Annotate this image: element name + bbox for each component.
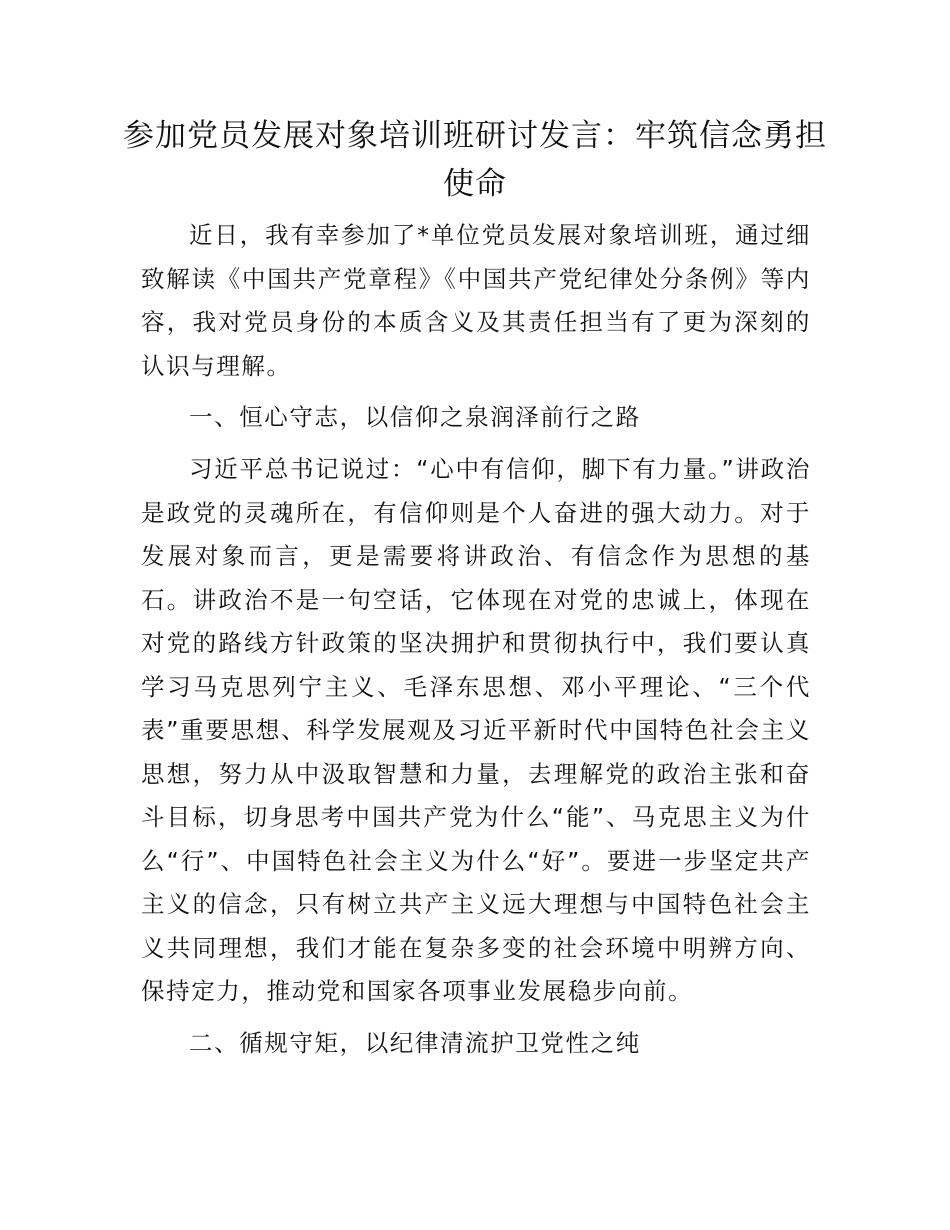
section-heading-1: 一、恒心守志，以信仰之泉润泽前行之路 xyxy=(189,403,641,431)
section-heading-2: 二、循规守矩，以纪律清流护卫党性之纯 xyxy=(189,1029,641,1057)
intro-paragraph: 近日，我有幸参加了*单位党员发展对象培训班，通过细致解读《中国共产党章程》《中国共产党纪律处分条例》等内容，我对党员身份的本质含义及其责任担当有了更为深刻的认识与理解。 xyxy=(141,221,811,380)
section-1-paragraph: 习近平总书记说过：“心中有信仰，脚下有力量。”讲政治是政党的灵魂所在，有信仰则是个人奋进的强大动力。对于发展对象而言，更是需要将讲政治、有信念作为思想的基石。讲政治不是一句空话，它体现在对党的忠诚上，体现在对党的路线方针政策的坚决拥护和贯彻执行中，我们要认真学习马克思列宁主义、毛泽东思想、邓小平理论、“三个代表”重要思想、科学发展观及习近平新时代中国特色社会主义思想，努力从中汲取智慧和力量，去理解党的政治主张和奋斗目标，切身思考中国共产党为什么“能”、马克思主义为什么“行”、中国特色社会主义为什么“好”。要进一步坚定共产主义的信念，只有树立共产主义远大理想与中国特色社会主义共同理想，我们才能在复杂多变的社会环境中明辨方向、保持定力，推动党和国家各项事业发展稳步向前。 xyxy=(141,455,811,1005)
document-title: 参加党员发展对象培训班研讨发言：牢筑信念勇担使命 xyxy=(123,118,827,202)
